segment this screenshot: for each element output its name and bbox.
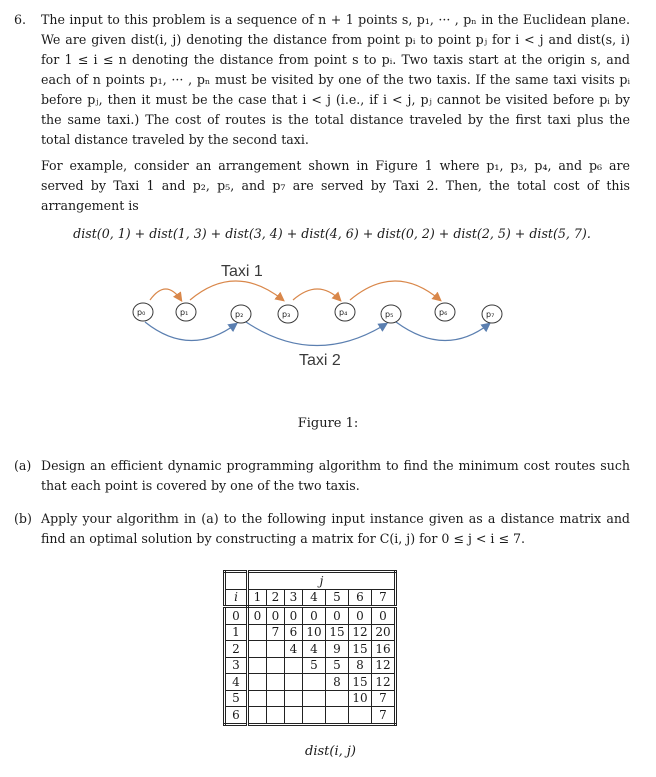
problem-number: 6. bbox=[14, 12, 27, 27]
table-cell bbox=[285, 690, 303, 707]
part-b bbox=[14, 509, 630, 549]
i-axis-label: i bbox=[225, 589, 248, 607]
table-cell: 15 bbox=[326, 624, 349, 641]
problem-text: The input to this problem is a sequence of n + 1 points s, p₁, ··· , pₙ in the Euclidean plane. We are given dist(i, j) denoting the distance from point pᵢ to point pⱼ for i < j and dist(s, i) for 1 ≤ i ≤ n denoting the distance from point s to pᵢ. Two taxis start at the origin s, and each of n points p₁, ··· , pₙ must be visited by one of the two taxis. If the same taxi visits pᵢ before pⱼ, then it must be the case that i < j (i.e., if i < j, pⱼ cannot be visited before pᵢ by the same taxi.) The cost of routes is the total distance traveled by the first taxi plus the total distance traveled by the second taxi. bbox=[41, 12, 630, 147]
table-cell: 0 bbox=[326, 607, 349, 625]
row-header: 6 bbox=[225, 707, 248, 725]
taxi1-arc-4-6 bbox=[350, 281, 440, 300]
table-cell: 12 bbox=[372, 674, 396, 691]
row-header: 4 bbox=[225, 674, 248, 691]
j-axis-label: j bbox=[248, 572, 396, 590]
taxi2-label: Taxi 2 bbox=[299, 352, 341, 369]
table-cell: 6 bbox=[285, 624, 303, 641]
table-cell: 4 bbox=[303, 641, 326, 658]
example-text: For example, consider an arrangement shown in Figure 1 where p₁, p₃, p₄, and p₆ are served by Taxi 1 and p₂, p₅, and p₇ are served by Taxi 2. Then, the total cost of this arrangement is bbox=[41, 158, 630, 213]
table-cell: 0 bbox=[372, 607, 396, 625]
node-label-p7: p₇ bbox=[486, 310, 495, 319]
table-cell: 8 bbox=[326, 674, 349, 691]
part-a bbox=[14, 456, 630, 496]
table-row bbox=[225, 641, 396, 658]
table-cell bbox=[248, 707, 267, 725]
row-header: 3 bbox=[225, 657, 248, 674]
taxi1-arc-3-4 bbox=[293, 289, 340, 300]
table-cell bbox=[349, 707, 372, 725]
part-a-label: (a) bbox=[14, 458, 32, 473]
table-cell: 15 bbox=[349, 641, 372, 658]
table-cell: 7 bbox=[372, 707, 396, 725]
table-cell: 4 bbox=[285, 641, 303, 658]
corner-cell bbox=[225, 572, 248, 590]
table-cell: 0 bbox=[303, 607, 326, 625]
node-label-p4: p₄ bbox=[339, 308, 348, 317]
taxi1-arc-0-1 bbox=[150, 289, 181, 300]
table-cell bbox=[248, 657, 267, 674]
taxi2-arc-0-2 bbox=[145, 322, 236, 341]
cost-formula: dist(0, 1) + dist(1, 3) + dist(3, 4) + dist(4, 6) + dist(0, 2) + dist(2, 5) + dist(5, 7). bbox=[73, 226, 591, 241]
table-cell: 7 bbox=[267, 624, 285, 641]
table-row bbox=[225, 707, 396, 725]
table-cell bbox=[248, 624, 267, 641]
part-b-label: (b) bbox=[14, 511, 32, 526]
col-header: 6 bbox=[349, 589, 372, 607]
table-cell bbox=[303, 707, 326, 725]
node-label-p0: p₀ bbox=[137, 308, 146, 317]
table-cell bbox=[248, 674, 267, 691]
table-cell bbox=[285, 674, 303, 691]
col-header: 7 bbox=[372, 589, 396, 607]
table-cell: 0 bbox=[248, 607, 267, 625]
column-header-row bbox=[225, 589, 396, 607]
col-header: 5 bbox=[326, 589, 349, 607]
figure-taxi-routes bbox=[0, 250, 656, 390]
taxi1-arc-1-3 bbox=[190, 281, 283, 300]
node-label-p3: p₃ bbox=[282, 310, 291, 319]
distance-matrix bbox=[223, 570, 397, 726]
table-cell: 12 bbox=[372, 657, 396, 674]
row-header: 0 bbox=[225, 607, 248, 625]
taxi2-arc-5-7 bbox=[396, 322, 489, 341]
problem-statement bbox=[14, 10, 630, 244]
table-cell: 5 bbox=[326, 657, 349, 674]
node-label-p6: p₆ bbox=[439, 308, 448, 317]
table-cell bbox=[303, 674, 326, 691]
table-row bbox=[225, 690, 396, 707]
table-cell: 10 bbox=[349, 690, 372, 707]
table-cell: 10 bbox=[303, 624, 326, 641]
part-a-text: Design an efficient dynamic programming algorithm to find the minimum cost routes such that each point is covered by one of the two taxis. bbox=[41, 458, 630, 493]
row-header: 5 bbox=[225, 690, 248, 707]
taxi2-arc-2-5 bbox=[246, 322, 386, 346]
col-header: 4 bbox=[303, 589, 326, 607]
col-header: 2 bbox=[267, 589, 285, 607]
table-cell bbox=[267, 657, 285, 674]
table-cell bbox=[267, 641, 285, 658]
table-cell bbox=[303, 690, 326, 707]
table-cell bbox=[267, 707, 285, 725]
table-cell bbox=[267, 690, 285, 707]
row-header: 2 bbox=[225, 641, 248, 658]
table-cell bbox=[326, 707, 349, 725]
table-cell: 7 bbox=[372, 690, 396, 707]
col-header: 3 bbox=[285, 589, 303, 607]
table-cell: 0 bbox=[349, 607, 372, 625]
node-label-p2: p₂ bbox=[235, 310, 244, 319]
table-cell: 16 bbox=[372, 641, 396, 658]
table-cell: 20 bbox=[372, 624, 396, 641]
table-cell bbox=[248, 690, 267, 707]
col-header: 1 bbox=[248, 589, 267, 607]
table-cell bbox=[267, 674, 285, 691]
distance-table bbox=[223, 570, 397, 726]
node-label-p5: p₅ bbox=[385, 310, 394, 319]
table-cell bbox=[248, 641, 267, 658]
table-cell: 15 bbox=[349, 674, 372, 691]
table-row bbox=[225, 607, 396, 625]
table-cell: 8 bbox=[349, 657, 372, 674]
figure-caption: Figure 1: bbox=[297, 416, 359, 431]
table-cell: 5 bbox=[303, 657, 326, 674]
node-label-p1: p₁ bbox=[180, 308, 189, 317]
table-row bbox=[225, 624, 396, 641]
matrix-caption: dist(i, j) bbox=[305, 744, 356, 759]
part-b-text: Apply your algorithm in (a) to the following input instance given as a distance matrix and find an optimal solution by constructing a matrix for C(i, j) for 0 ≤ j < i ≤ 7. bbox=[41, 511, 630, 546]
table-cell bbox=[285, 657, 303, 674]
table-cell bbox=[285, 707, 303, 725]
taxi1-label: Taxi 1 bbox=[221, 263, 263, 280]
table-cell bbox=[326, 690, 349, 707]
row-header: 1 bbox=[225, 624, 248, 641]
table-row bbox=[225, 674, 396, 691]
table-cell: 0 bbox=[267, 607, 285, 625]
table-cell: 12 bbox=[349, 624, 372, 641]
table-cell: 0 bbox=[285, 607, 303, 625]
table-cell: 9 bbox=[326, 641, 349, 658]
table-row bbox=[225, 657, 396, 674]
